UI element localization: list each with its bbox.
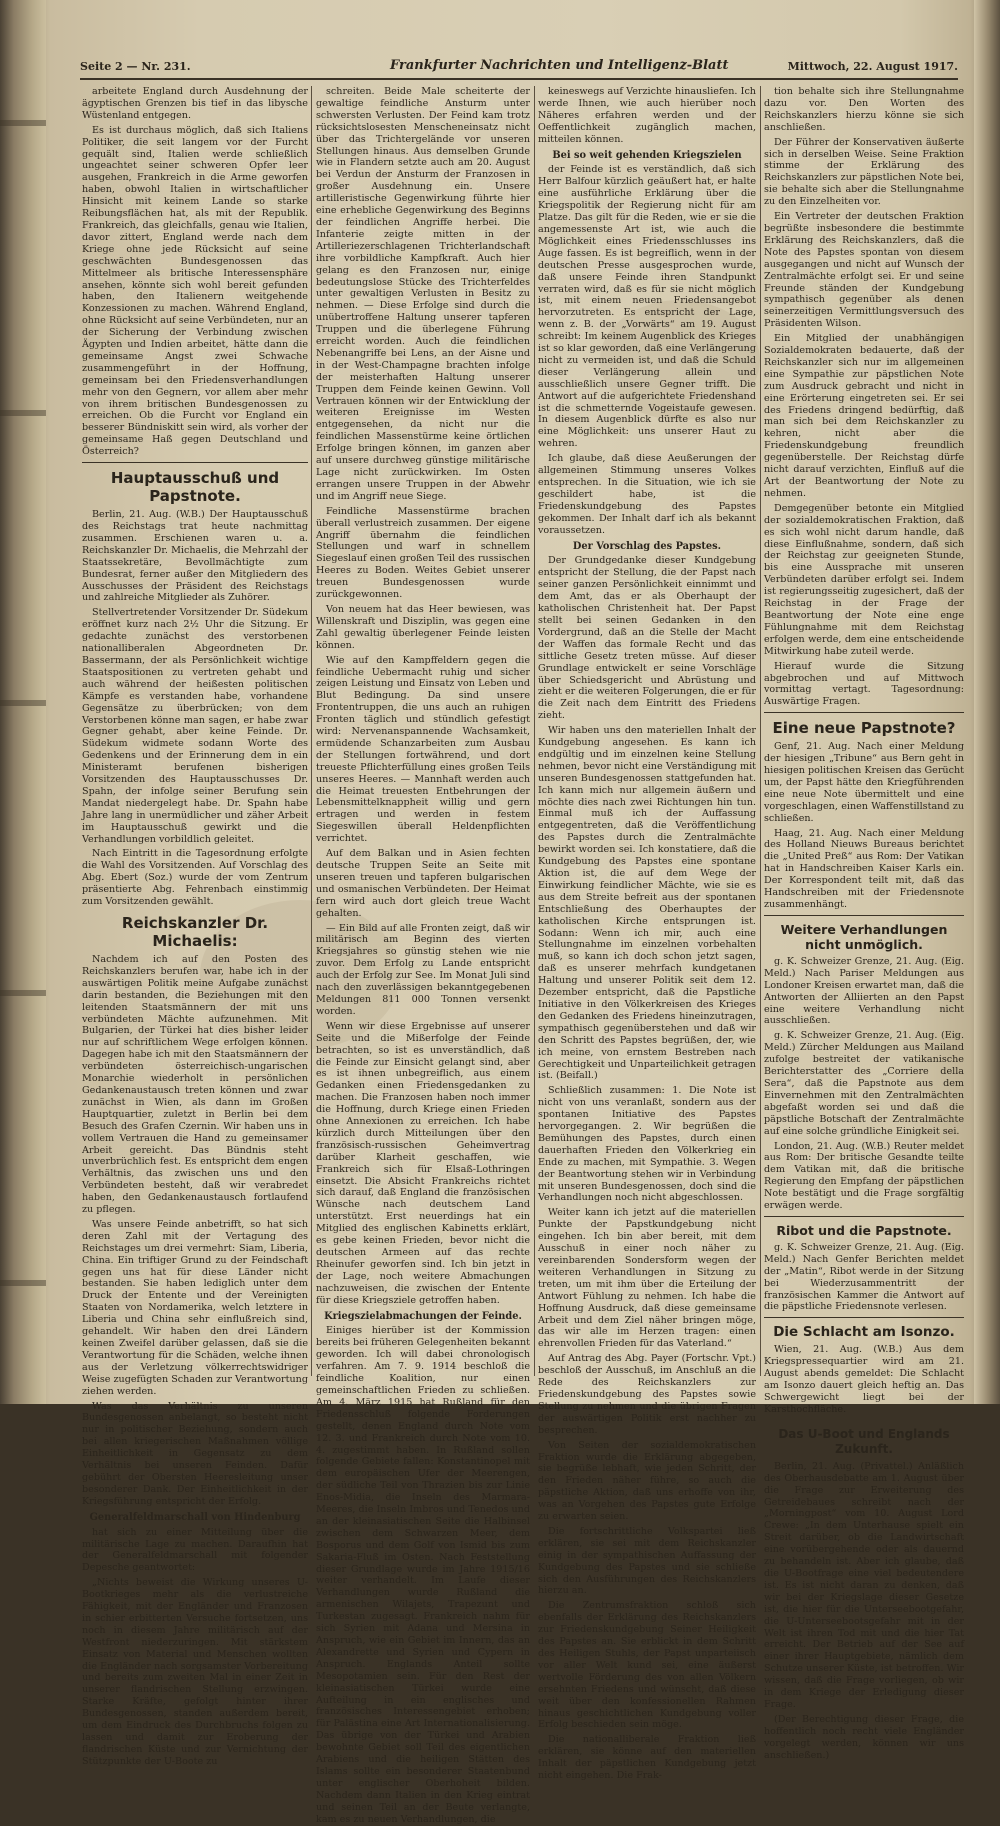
column-rule xyxy=(311,86,312,1376)
paragraph: Die nationalliberale Fraktion ließ erklären, sie könne auf den materiellen Inhalt der päpstlichen Kundgebung jetzt nicht eingehen. Die Frak- xyxy=(538,1734,756,1782)
paragraph: Ich glaube, daß diese Aeußerungen der allgemeinen Stimmung unseres Volkes entsprechen. In die Situation, wie ich sie geschildert habe, ist die Friedenskundgebung des Papstes gekommen. Der Inhalt darf ich als bekannt voraussetzen. xyxy=(538,453,756,536)
paragraph: Was das Verhältnis zu unseren Bundesgenossen anbelangt, so besteht nicht nur in politischer Beziehung, sondern auch bei allen kriegerischen Maßnahmen völlige Einheitlichkeit in Gegensatz zu dem Verhältnis bei unseren Feinden. Dafür gebührt der Obersten Heeresleitung unser besonderer Dank. Der Einheitlichkeit in der Kriegsführung entspricht der Erfolg. xyxy=(82,1400,308,1507)
subheadline: Reichskanzler Dr. Michaelis: xyxy=(121,914,269,950)
paragraph: Auf Antrag des Abg. Payer (Fortschr. Vpt.) beschloß der Ausschuß, im Anschluß an die Rede des Reichskanzlers zur Friedenskundgebung des Papstes sowie Stellung zu nehmen und die übrigen Fragen der auswärtigen Politik erst nachher zu besprechen. xyxy=(538,1353,756,1436)
paragraph: Berlin, 21. Aug. (Privattel.) Anläßlich des Oberhausdebatte am 1. August über die Frage zur Erweiterung des Getreidebaues schreibt nach der „Morningpost“ vom 10. August Lord Crewe: „In dem Unterhause spielt ein Streit darüber, ob die Landwirtschaft eine vorübergehende oder als dauernd zu behandeln ist. Aber ich glaube, daß die U-Bootfrage eine viel bedeutendere ist. Es ist nicht daran zu denken, daß wir bei der Kriegslage dieser Gesetze ist, die hier für die Unterseebootgefahr, die U-Unterseebootsgefahr mit in der Welt ist ihren Tod mit und die hier Tat erreicht. Der Betrieb auf der See auf einer ihrer Hauptgebiete, nämlich dem Schutze unserer Küste, ist betroffen. Wir wissen, daß die Frage vorliegen, ob wir in dem Kriege der Erledigung dieser Frage. xyxy=(764,1460,964,1710)
header-rule xyxy=(80,78,958,80)
paragraph: Feindliche Massenstürme brachen überall verlustreich zusammen. Der eigene Angriff übernahm die feindlichen Stellungen und warf in schnellem Siegeslauf einen großen Teil des russischen Heeres zu Boden. Weites Gebiet unserer treuen Bundesgenossen wurde zurückgewonnen. xyxy=(316,505,530,601)
paragraph: g. K. Schweizer Grenze, 21. Aug. (Eig. Meld.) Nach Pariser Meldungen aus Londoner Kreisen erwartet man, daß die Antworten der Alliierten an den Papst eine weitere Verhandlung nicht ausschließen. xyxy=(764,955,964,1027)
paragraph: „Nichts beweist die Wirkung unseres U-Bootkrieges mehr als die verlustreiche Fähigkeit, mit der Engländer und Franzosen in schier erbitterten Versuche fortsetzen, uns noch in diesem Jahre militärisch auf der Westfront niederzuringen. Mit stärkstem Einsatz von Material und Menschen wollten die Engländer nach sorgsamster Vorbereitung und bereits zum zweiten Mal in einer Zeit in unserer flandrischen Stellung erzwingen. Starke Kräfte, gefolgt hinter ihrer Bundesgenossen, standen außerdem bereit, um dem Eindruck des Durchbruchs folgen zu lassen und damit zur Eroberung der flandrischen Küste und zur Vernichtung der Stützpunkte der U-Boote zu xyxy=(82,1577,308,1767)
paragraph: Wien, 21. Aug. (W.B.) Aus dem Kriegspressequartier wird am 21. August abends gemeldet: Die Schlacht am Isonzo dauert gleich heftig an. Das Schwergewicht liegt bei der Karsthochfläche. xyxy=(764,1344,964,1415)
newspaper-title: Frankfurter Nachrichten und Intelligenz-Blatt xyxy=(390,58,729,73)
column-4 xyxy=(764,86,964,1761)
column-3 xyxy=(538,86,756,1782)
paragraph: Nach Eintritt in die Tagesordnung erfolgte die Wahl des Vorsitzenden. Auf Vorschlag des Abg. Ebert (Soz.) wurde der vom Zentrum präsentierte Abg. Fehrenbach einstimmig zum Vorsitzenden gewählt. xyxy=(82,848,308,908)
paragraph: — Ein Bild auf alle Fronten zeigt, daß wir militärisch am Beginn des vierten Kriegsjahres so günstig stehen wie nie zuvor. Dem Erfolg zu Lande entspricht auch der Erfolg zur See. Im Monat Juli sind nach den zuverlässigen bekanntgegebenen Meldungen 811 000 Tonnen versenkt worden. xyxy=(316,922,530,1017)
paragraph: Wir haben uns den materiellen Inhalt der Kundgebung angesehen. Es kann ich endgültig und im einzelnen keine Stellung nehmen, bevor nicht eine Verständigung mit unseren Bundesgenossen stattgefunden hat. Ich kann mich nur allgemein äußern und möchte dies nach zwei Richtungen hin tun. Einmal muß ich der Auffassung entgegentreten, daß die Veröffentlichung des Papstes durch die Zentralmächte bewirkt worden sei. Ich konstatiere, daß die Kundgebung des Papstes eine spontane Aktion ist, die auf dem Wege der Einwirkung feindlicher Mächte, wie sie es aus dem Streite befreit aus der spontanen Entschließung des Oberhauptes der katholischen Kirche entsprungen ist. Sodann: Wenn ich mir, auch eine Stellungnahme im einzelnen vorbehalten muß, so kann ich doch schon jetzt sagen, daß es unserer mehrfach kundgetanen Haltung und unserer Politik seit dem 12. Dezember entspricht, daß die Papstliche Initiative in den Völkerkreisen des Krieges den Gedanken des Friedens hineinzutragen, sympathisch gegenüberstehen und daß wir den Schritt des Papstes begrüßen, der, wie ich meine, von ernstem Bestreben nach Gerechtigkeit und Unparteilichkeit getragen ist. (Beifall.) xyxy=(538,725,756,1082)
column-1 xyxy=(82,86,308,1767)
paragraph: Der Führer der Konservativen äußerte sich in derselben Weise. Seine Fraktion stimme der Erklärung des Reichskanzlers zur päpstlichen Note bei, sie behalte sich aber die Stellungnahme zu den Einzelheiten vor. xyxy=(764,136,964,208)
paragraph: Wenn wir diese Ergebnisse auf unserer Seite und die Mißerfolge der Feinde betrachten, so ist es unverständlich, daß die Feinde zur Einsicht gelangt sind, aber es ist ihnen unbegreiflich, aus einem Gedanken einen Friedensgedanken zu machen. Die Franzosen haben noch immer die Hoffnung, durch Kriege einen Frieden ohne Annexionen zu erreichen. Ich habe kürzlich durch Mitteilungen über den französisch-russischen Geheimvertrag darüber Klarheit geschaffen, wie Frankreich sich für Elsaß-Lothringen einsetzt. Die Absicht Frankreichs richtet sich darauf, daß England die französischen Wünsche nach deutschem Land unterstützt. Erst neuerdings hat ein Mitglied des englischen Kabinetts erklärt, es gebe keinen Frieden, bevor nicht die deutschen Armeen auf das rechte Rheinufer geworfen sind. Ich bin jetzt in der Lage, noch weitere Abmachungen nachzuweisen, die zwischen der Entente für diese Kriegsziele getroffen haben. xyxy=(316,1020,530,1306)
masthead xyxy=(80,56,958,76)
paragraph: Auf dem Balkan und in Asien fechten deutsche Truppen Seite an Seite mit unseren treuen und tapferen bulgarischen und osmanischen Verbündeten. Der Heimat fern wird auch dort gleich treue Wacht gehalten. xyxy=(316,848,530,919)
paragraph: schreiten. Beide Male scheiterte der gewaltige feindliche Ansturm unter schwersten Verlusten. Der Feind kam trotz rücksichtslosesten Menscheneinsatz nicht über das Trichtergelände vor unseren Stellungen hinaus. Aus demselben Grunde wie in Flandern setzte auch am 20. August bei Verdun der Ansturm der Franzosen in großer Ausdehnung ein. Unsere artilleristische Gegenwirkung führte hier eine erhebliche Gegenwirkung des Beginns der feindlichen Angriffe herbei. Die Infanterie zeigte mitten in der Artilleriezerschlagenen Trichterlandschaft ihre vorbildliche Kampfkraft. Auch hier gelang es den Franzosen nur, einige bedeutungslose Stücke des Trichterfeldes unter gewaltigen Verlusten in Besitz zu nehmen. — Diese Erfolge sind durch die unübertroffene Haltung unserer tapferen Truppen und die überlegene Führung erreicht worden. Auch die feindlichen Nebenangriffe bei Lens, an der Aisne und in der West-Champagne brachten infolge der meisterhaften Haltung unserer Truppen dem Feinde keinen Gewinn. Voll Vertrauen können wir der Entwicklung der weiteren Ereignisse im Westen entgegensehen, da nicht nur die feindlichen Massenstürme keine örtlichen Erfolge bringen können, im ganzen aber auf unsere durchweg günstige militärische Lage nicht zurückwirken. Im Osten errangen unsere Truppen in der Abwehr und im Angriff neue Siege. xyxy=(316,86,530,502)
paragraph: Stellvertretender Vorsitzender Dr. Südekum eröffnet kurz nach 2½ Uhr die Sitzung. Er gedachte zunächst des verstorbenen nationalliberalen Abgeordneten Dr. Bassermann, der als Persönlichkeit wichtige Staatspositionen zu vertreten gehabt und auch während der heißesten politischen Kämpfe es verstanden habe, vorhandene Gegensätze zu überbrücken; von dem Verstorbenen könne man sagen, er habe zwar Gegner gehabt, aber keine Feinde. Dr. Südekum widmete sodann Worte des Gedenkens und der Erinnerung dem in ein Ministeramt berufenen bisherigen Vorsitzenden des Hauptausschusses Dr. Spahn, der infolge seiner Berufung sein Mandat niedergelegt habe. Dr. Spahn habe Jahre lang in unermüdlicher und zäher Arbeit im Hauptausschuß gewirkt und die Verhandlungen vorbildlich geleitet. xyxy=(82,607,308,845)
headline: Eine neue Papstnote? xyxy=(772,719,956,738)
paragraph: keineswegs auf Verzichte hinausliefen. Ich werde Ihnen, wie auch hierüber noch Näheres erfahren werden und der Oeffentlichkeit zugänglich machen, mitteilen können. xyxy=(538,86,756,145)
paragraph: Die fortschrittliche Volkspartei ließ erklären, sie sei mit dem Reichskanzler einig in der sympathischen Auffassung der Kundgebung des Papstes und sie schließe sich den Ausführungen des Reichskanzlers hierzu an. xyxy=(538,1525,756,1597)
paragraph: Die Zentrumsfraktion schloß sich ebenfalls der Erklärung des Reichskanzlers zur Friedenskundgebung Seiner Heiligkeit des Papstes an. Sie erblickt in dem Schritt des Heiligen Stuhls, der Papst unparteiisch vor aller Welt kund sei, eine äußerst wertvolle Förderung des von allen Völkern ersehnten Friedens und wünscht, daß diese weit über den konfessionellen Rahmen hinaus geschichtlichen Kundgebung voller Erfolg beschieden sein möge. xyxy=(538,1600,756,1731)
paragraph: tion behalte sich ihre Stellungnahme dazu vor. Den Worten des Reichskanzlers hierzu könne sie sich anschließen. xyxy=(764,86,964,133)
paragraph: der Feinde ist es verständlich, daß sich Herr Balfour kürzlich geäußert hat, er halte eine ausführliche Erklärung über die Kriegspolitik der Regierung nicht für am Platze. Das gilt für die Reden, wie er sie die angemessenste Art ist, wie auch die Möglichkeit eines Friedensschlusses ins Auge fassen. Es ist begreiflich, wenn in der deutschen Presse ausgesprochen wurde, daß unsere Feinde ihren Standpunkt verraten wird, daß es für sie nicht möglich ist, mit einem neuen Friedensangebot hervorzutreten. Es entspricht der Lage, wenn z. B. der „Vorwärts“ am 19. August schreibt: Im keinem Augenblick des Krieges ist so klar geworden, daß eine Verlängerung nicht zu vermeiden ist, und daß die Schuld dieser Verlängerung allein und ausschließlich unsere Gegner trifft. Die Antwort auf die aufgerichtete Friedenshand ist die schmetternde Vogeistaufe gewesen. In diesem Augenblick dürfte es also nur eine Möglichkeit: uns unserer Haut zu wehren. xyxy=(538,164,756,450)
paragraph: Von neuem hat das Heer bewiesen, was Willenskraft und Disziplin, was gegen eine Zahl gewaltig überlegener Feinde leisten können. xyxy=(316,603,530,651)
page-edge xyxy=(974,0,1000,1404)
paragraph: Wie auf den Kampffeldern gegen die feindliche Uebermacht ruhig und sicher zeigen Leistung und Einsatz von Leben und Blut Bedingung. Da sind unsere Frontentruppen, die uns auch an ruhigen Fronten täglich und stündlich gefestigt wird: Nervenanspannende Wachsamkeit, ermüdende Schanzarbeiten zum Ausbau der Stellungen fortwährend, und dort treueste Pflichterfüllung eines großen Teils unseres Heeres. — Mannhaft werden auch die Heimat treuesten Entbehrungen der Lebensmittelknappheit willig und gern ertragen und werden in festem Siegeswillen überall Heldenpflichten verrichtet. xyxy=(316,654,530,845)
headline: Ribot und die Papstnote. xyxy=(776,1222,952,1238)
paragraph: Ein Vertreter der deutschen Fraktion begrüßte insbesondere die bestimmte Erklärung des Reichskanzlers, daß die Note des Papstes spontan von diesem ausgegangen und nicht auf Wunsch der Zentralmächte erfolgt sei. Er und seine Freunde ständen der Kundgebung sympathisch gegenüber als denen seinerzeitigen Vermittlungsversuch des Präsidenten Wilson. xyxy=(764,211,964,330)
paragraph: Berlin, 21. Aug. (W.B.) Der Hauptausschuß des Reichstags trat heute nachmittag zusammen. Erschienen waren u. a. Reichskanzler Dr. Michaelis, die Mehrzahl der Staatssekretäre, Bevollmächtigte zum Bundesrat, ferner außer den Mitgliedern des Ausschusses der Präsident des Reichstags und zahlreiche Mitglieder als Zuhörer. xyxy=(82,509,308,604)
paragraph: Was unsere Feinde anbetrifft, so hat sich deren Zahl mit der Vertagung des Reichstages um drei vermehrt: Siam, Liberia, China. Ein triftiger Grund zu der Feindschaft gegen uns hat für diese Länder nicht bestanden. Sie haben lediglich unter dem Druck der Entente und der Vereinigten Staaten von Nordamerika, welch letztere in Liberia und China sehr einflußreich sind, gehandelt. Wir haben den drei Ländern keinen Zweifel darüber gelassen, daß sie die Verantwortung für die Schäden, welche ihnen aus der Verletzung völkerrechtswidriger Weise zugefügten Schaden zur Verantwortung ziehen werden. xyxy=(82,1218,308,1397)
paragraph: Der Grundgedanke dieser Kundgebung entspricht der Stellung, die der Papst nach seiner ganzen Persönlichkeit einnimmt und dem Amt, das er als Oberhaupt der katholischen Christenheit hat. Der Papst stellt bei seinen Gedanken in den Vordergrund, daß an die Stelle der Macht der Waffen das formale Recht und das sittliche Gesetz treten müsse. Auf dieser Grundlage entwickelt er seine Vorschläge über Schiedsgericht und Abrüstung und zieht er die weiteren Folgerungen, die er für die Zeit nach dem Eintritt des Friedens zieht. xyxy=(538,555,756,722)
issue-date: Mittwoch, 22. August 1917. xyxy=(787,60,958,73)
section-heading: Bei so weit gehenden Kriegszielen xyxy=(552,149,742,161)
paragraph: g. K. Schweizer Grenze, 21. Aug. (Eig. Meld.) Zürcher Meldungen aus Mailand zufolge bestreitet der vatikanische Berichterstatter des „Corriere della Sera“, daß die Papstnote aus dem Einvernehmen mit den Zentralmächten abgefaßt worden sei und daß die päpstliche Botschaft der Zentralmächte auf eine solche gründliche Einigkeit sei. xyxy=(764,1030,964,1137)
headline: Das U-Boot und Englands Zukunft. xyxy=(778,1426,950,1456)
headline: Die Schlacht am Isonzo. xyxy=(773,1324,955,1341)
section-heading: Der Vorschlag des Papstes. xyxy=(572,540,722,552)
headline: Hauptausschuß und Papstnote. xyxy=(110,469,280,506)
paragraph: arbeitete England durch Ausdehnung der ägyptischen Grenzen bis tief in das libysche Wüstenland entgegen. xyxy=(82,86,308,121)
column-rule xyxy=(760,86,761,1376)
paragraph: g. K. Schweizer Grenze, 21. Aug. (Eig. Meld.) Nach Genfer Berichten meldet der „Matin“, Ribot werde in der Sitzung bei Wiederzusammentritt der französischen Kammer die Antwort auf die päpstliche Friedensnote verlesen. xyxy=(764,1241,964,1313)
page-number: Seite 2 — Nr. 231. xyxy=(80,60,191,73)
paragraph: Nachdem ich auf den Posten des Reichskanzlers berufen war, habe ich in der auswärtigen Politik meine Aufgabe zunächst darin bestanden, die Beziehungen mit den leitenden Staatsmännern der mit uns verbündeten Mächte aufzunehmen. Mit Bulgarien, der Türkei hat dies bisher leider nur auf schriftlichem Wege erfolgen können. Dagegen habe ich mit den Staatsmännern der verbündeten österreichisch-ungarischen Monarchie wiederholt in persönlichen Gedankenaustausch treten können und zwar zunächst in Wien, als dann im Großen Hauptquartier, zuletzt in Berlin bei dem Besuch des Grafen Czernin. Wir haben uns in vollem Vertrauen die Hand zu gemeinsamer Arbeit gereicht. Das Bündnis steht unverbrüchlich fest. Es entspricht dem engen Verhältnis, das zwischen uns und den Verbündeten besteht, daß wir verabredet haben, den Gedankenaustausch fortlaufend zu pflegen. xyxy=(82,954,308,1216)
paragraph: Weiter kann ich jetzt auf die materiellen Punkte der Papstkundgebung nicht eingehen. Ich bin aber bereit, mit dem Ausschuß in einer noch näher zu vereinbarenden Sondersform wegen der weiteren Verhandlungen in Sitzung zu treten, um mit ihm über die Erteilung der Antwort Fühlung zu nehmen. Ich habe die Hoffnung Ausdruck, daß diese gemeinsame Arbeit und dem Ziel näher bringen möge, das wir alle im Herzen tragen: einen ehrenvollen Frieden für das Vaterland.“ xyxy=(538,1207,756,1350)
paragraph: Ein Mitglied der unabhängigen Sozialdemokraten bedauerte, daß der Reichskanzler sich nur im allgemeinen eine Sympathie zur päpstlichen Note zum Ausdruck gebracht und nicht in eine Erörterung eingetreten sei. Er sei des Friedens dringend bedürftig, daß man sich bei dem Reichskanzler zu kehren, nicht aber die Friedenskundgebung freundlich gegenüberstelle. Der Reichstag dürfe nicht darauf verzichten, Einfluß auf die Art der Beantwortung der Note zu nehmen. xyxy=(764,333,964,499)
paragraph: Demgegenüber betonte ein Mitglied der sozialdemokratischen Fraktion, daß es sich wohl nicht darum handle, daß diese Einflußnahme, sondern, daß sich der Reichstag zur geeigneten Stunde, bis eine Aussprache mit unseren Verbündeten darüber erfolgt sei. Indem ist regierungsseitig zugesichert, daß der Reichstag in der Frage der Beantwortung der Note eine enge Fühlungnahme mit dem Reichstag erfolgen werde, dem eine entscheidende Mitwirkung habe zuteil werde. xyxy=(764,502,964,657)
paragraph: Schließlich zusammen: 1. Die Note ist nicht von uns veranlaßt, sondern aus der spontanen Initiative des Papstes hervorgegangen. 2. Wir begrüßen die Bemühungen des Papstes, durch einen dauerhaften Frieden den Völkerkrieg ein Ende zu machen, mit Sympathie. 3. Wegen der Beantwortung stehen wir in Verbindung mit unseren Bundesgenossen, doch sind die Verhandlungen noch nicht abgeschlossen. xyxy=(538,1085,756,1204)
paragraph: Einiges hierüber ist der Kommission bereits bei früheren Gelegenheiten bekannt geworden. Ich will dabei chronologisch verfahren. Am 7. 9. 1914 beschloß die feindliche Koalition, nur einen gemeinschaftlichen Frieden zu schließen. Am 4. März 1915 hat Rußland für den Friedensschluß folgende Forderungen gestellt, denen England durch Note vom 12. 3. und Frankreich durch Note vom 10. 4. zugestimmt haben. In Rußland sollen folgende Gebiete fallen: Konstantinopel mit dem europäischen Ufer der Meerengen, der südliche Teil von Thrazien bis zur Linie Enos-Midia, die Inseln des Marmara-Meeres, die Inseln Imbros und Tenedos und an der kleinasiatischen Seite die Halbinsel zwischen dem Schwarzen Meer, dem Bosporus und dem Golf von Ismid bis zum Sakaria-Fluß im Osten. Nach Feststellung dieser Grundlage wurde im Jahre 1915/16 weiter verhandelt. Im Laufe dieser Verhandlungen wurde Rußland die armenischen Wilajets, Trapezunt und Turkestan zugesagt. Frankreich nahm für sich Syrien mit Adana und Mersina in Anspruch, wie ein Gebiet im Innern, das an Alexandrette und Syrien und Cypern in Anspruch. Englands Anteil sollte Mesopotamien sein. Für den Rest der kleinasiatischen Türkei wurde eine Aufteilung in ein englisches und französisches Interessengebiet erhoben; für Palästina eine Art Internationalisierung. Das übrige von der Türkei und Arabien bewohnte Gebiet soll Teil des eigentlichen Arabiens und die heiligen Stätten des Islams sollte ein besonderer Staatenbund unter englischer Oberhoheit bilden. Nachdem dann Italien in den Krieg eintrat und seinen Teil an der Beute verlangte, kam es zu neuen Verhandlungen, die xyxy=(316,1325,530,1825)
paragraph: Hierauf wurde die Sitzung abgebrochen und auf Mittwoch vormittag vertagt. Tagesordnung: Auswärtige Fragen. xyxy=(764,660,964,708)
section-heading: Kriegszielabmachungen der Feinde. xyxy=(324,1310,522,1322)
book-binding xyxy=(0,0,46,1404)
paragraph: (Der Berechtigung dieser Frage, die hoffentlich noch recht viele Engländer vorgelegt werden, können wir uns anschließen.) xyxy=(764,1713,964,1761)
headline: Weitere Verhandlungen nicht unmöglich. xyxy=(780,921,948,952)
paragraph: Genf, 21. Aug. Nach einer Meldung der hiesigen „Tribune“ aus Bern geht in hiesigen politischen Kreisen das Gerücht um, der Papst hätte den Kriegführenden eine neue Note übermittelt und eine vorgeschlagen, einen Waffenstillstand zu schließen. xyxy=(764,741,964,824)
column-2 xyxy=(316,86,530,1825)
paragraph: Es ist durchaus möglich, daß sich Italiens Politiker, die seit langem vor der Furcht gequält sind, Italien werde schließlich ungeachtet seiner schweren Opfer leer ausgehen, Frankreich in die Arme geworfen haben, obwohl Italien in wirtschaftlicher Hinsicht mit keinem Lande so starke Reibungsflächen hat, als mit der Republik. Frankreich, das gleichfalls, genau wie Italien, davor zittert, England werde nach dem Kriege ohne jede Rücksicht auf seine geschwächten Bundesgenossen das Mittelmeer als britische Interessensphäre ansehen, könnte sich wohl bereit gefunden haben, den Italienern weitgehende Konzessionen zu machen. Während England, ohne Rücksicht auf seine Verbündeten, nur an der Sicherung der Verbindung zwischen Ägypten und Indien arbeitet, hätte dann die gemeinsame Angst zwei Schwache zusammengeführt in der Hoffnung, gemeinsam bei den Friedensverhandlungen mehr von den Gegnern, vor allem aber mehr von ihrem britischen Bundesgenossen zu erreichen. Ob die Furcht vor England ein besserer Bündniskitt sein wird, als vorher der gemeinsame Haß gegen Deutschland und Österreich? xyxy=(82,124,308,458)
paragraph: Von Seiten der sozialdemokratischen Fraktion wurde die Erklärung abgegeben, sie begrüße lebhaft, wie jeden Schritt, der den Frieden näher führe, so auch die päpstliche Aktion, daß uns erhoffe von ihr, was an Vorgehen des Papstes gute Erfolge zu erwarten seien. xyxy=(538,1439,756,1523)
section-heading: Generalfeldmarschall von Hindenburg xyxy=(89,1511,301,1523)
column-rule xyxy=(534,86,535,1376)
paragraph: hat sich zu einer Mitteilung über die militärische Lage zu machen. Daraufhin hat der Generalfeldmarschall mit folgender Depesche geantwortet: xyxy=(82,1526,308,1574)
paragraph: Haag, 21. Aug. Nach einer Meldung des Holland Nieuws Bureaus berichtet die „United Preß“ aus Rom: Der Vatikan hat in Handschreiben Kaiser Karls ein. Der Korrespondent teilt mit, daß das Handschreiben mit der Friedensnote zusammenhängt. xyxy=(764,827,964,910)
paragraph: London, 21. Aug. (W.B.) Reuter meldet aus Rom: Der britische Gesandte teilte dem Vatikan mit, daß die britische Regierung den Empfang der päpstlichen Note bestätigt und die Frage sorgfältig erwägen werde. xyxy=(764,1140,964,1212)
